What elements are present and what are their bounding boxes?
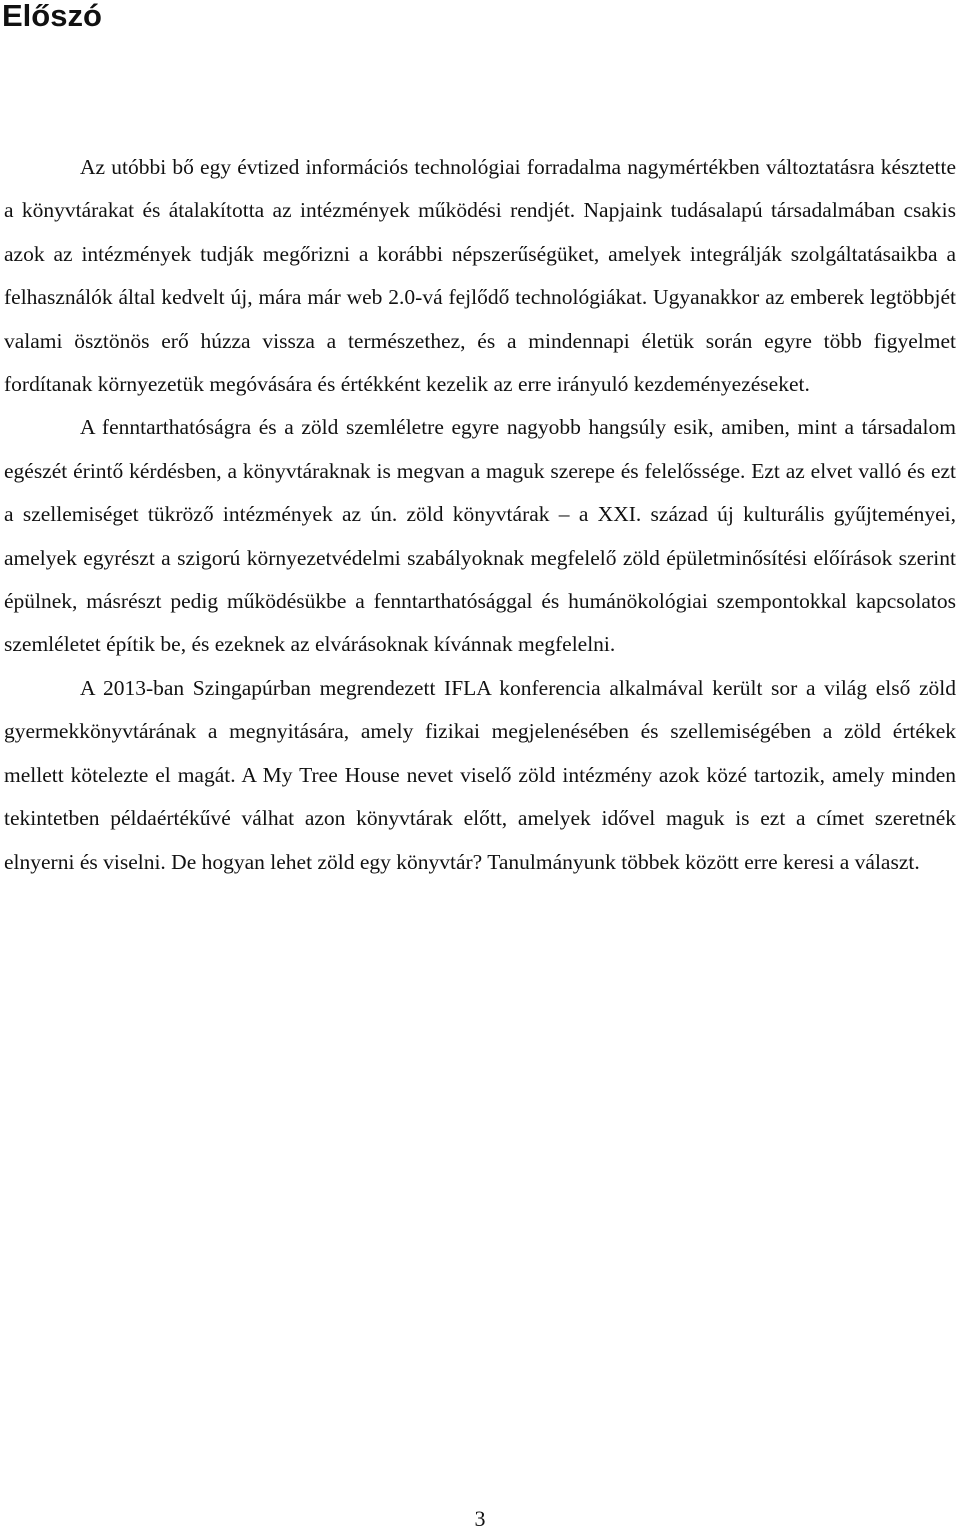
body-text	[4, 146, 956, 884]
page-title: Előszó	[2, 0, 102, 33]
paragraph-3: A 2013-ban Szingapúrban megrendezett IFLA konferencia alkalmával került sor a világ első zöld gyermekkönyvtárának a megnyitására, amely fizikai megjelenésében és szellemiségében a zöld értékek mellett kötelezte el magát. A My Tree House nevet viselő zöld intézmény azok közé tartozik, amely minden tekintetben példaértékűvé válhat azon könyvtárak előtt, amelyek idővel maguk is ezt a címet szeretnék elnyerni és viselni. De hogyan lehet zöld egy könyvtár? Tanulmányunk többek között erre keresi a választ.	[4, 675, 956, 874]
paragraph-1: Az utóbbi bő egy évtized információs technológiai forradalma nagymértékben változtatásra késztette a könyvtárakat és átalakította az intézmények működési rendjét. Napjaink tudásalapú társadalmában csakis azok az intézmények tudják megőrizni a korábbi népszerűségüket, amelyek integrálják szolgáltatásaikba a felhasználók által kedvelt új, mára már web 2.0-vá fejlődő technológiákat. Ugyanakkor az emberek legtöbbjét valami ösztönös erő húzza vissza a természethez, és a mindennapi életük során egyre több figyelmet fordítanak környezetük megóvására és értékként kezelik az erre irányuló kezdeményezéseket.	[4, 155, 956, 397]
paragraph-2: A fenntarthatóságra és a zöld szemléletre egyre nagyobb hangsúly esik, amiben, mint a társadalom egészét érintő kérdésben, a könyvtáraknak is megvan a maguk szerepe és felelőssége. Ezt az elvet valló és ezt a szellemiséget tükröző intézmények az ún. zöld könyvtárak – a XXI. század új kulturális gyűjteményei, amelyek egyrészt a szigorú környezetvédelmi szabályoknak megfelelő zöld épületminősítési előírások szerint épülnek, másrészt pedig működésükbe a fenntarthatósággal és humánökológiai szempontokkal kapcsolatos szemléletet építik be, és ezeknek az elvárásoknak kívánnak megfelelni.	[4, 415, 956, 657]
page-number: 3	[474, 1506, 486, 1531]
